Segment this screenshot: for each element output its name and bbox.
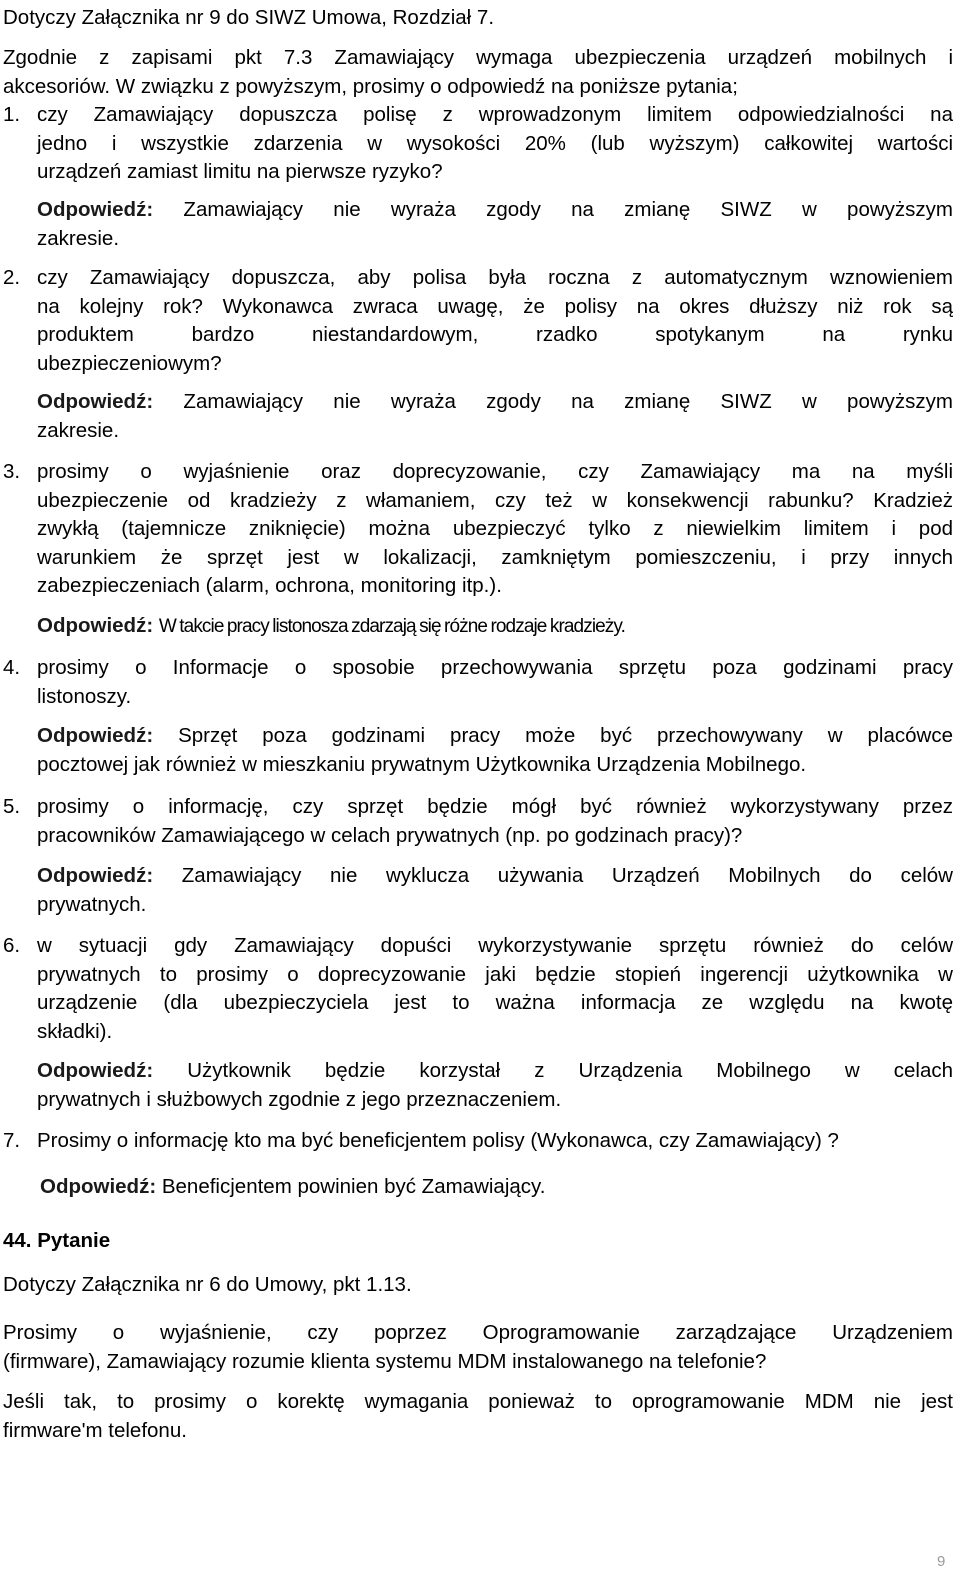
question-number: 7. bbox=[3, 1129, 21, 1152]
document-heading: Dotyczy Załącznika nr 9 do SIWZ Umowa, Rozdział 7. bbox=[3, 6, 495, 29]
question-number: 5. bbox=[3, 795, 21, 818]
answer-label: Odpowiedź: bbox=[37, 614, 154, 637]
page-number: 9 bbox=[937, 1553, 946, 1570]
intro-paragraph: Zgodnie z zapisami pkt 7.3 Zamawiający wymaga ubezpieczenia urządzeń mobilnych i akcesoriów. W związku z powyższym, prosimy o odpowiedź na poniższe pytania; bbox=[3, 46, 953, 98]
question-number: 6. bbox=[3, 934, 21, 957]
answer-text: Odpowiedź: Użytkownik będzie korzystał z Urządzenia Mobilnego w celach prywatnych i służbowych zgodnie z jego przeznaczeniem. bbox=[37, 1059, 953, 1111]
question-text: w sytuacji gdy Zamawiający dopuści wykorzystywanie sprzętu również do celów prywatnych to prosimy o doprecyzowanie jaki będzie stopień ingerencji użytkownika w urządzenie (dla ubezpieczyciela jest to ważna informacja ze względu na kwotę składki). bbox=[37, 934, 953, 1043]
question-number: 1. bbox=[3, 103, 21, 126]
question-text: czy Zamawiający dopuszcza, aby polisa była roczna z automatycznym wznowieniem na kolejny rok? Wykonawca zwraca uwagę, że polisy na okres dłuższy niż rok są produktem bardzo niestandardowym, rzadko spotykanym na rynku ubezpieczeniowym? bbox=[37, 266, 953, 375]
question-text: czy Zamawiający dopuszcza polisę z wprowadzonym limitem odpowiedzialności na jedno i wszystkie zdarzenia w wysokości 20% (lub wyższym) całkowitej wartości urządzeń zamiast limitu na pierwsze ryzyko? bbox=[37, 103, 953, 184]
question-number: 4. bbox=[3, 656, 21, 679]
answer-label: Odpowiedź: bbox=[37, 864, 154, 887]
question-number: 3. bbox=[3, 460, 21, 483]
answer-text: Odpowiedź: W takcie pracy listonosza zdarzają się różne rodzaje kradzieży. bbox=[37, 614, 625, 637]
answer-text: Odpowiedź: Zamawiający nie wyraża zgody na zmianę SIWZ w powyższym zakresie. bbox=[37, 198, 953, 250]
question-text: prosimy o wyjaśnienie oraz doprecyzowanie, czy Zamawiający ma na myśli ubezpieczenie od kradzieży z włamaniem, czy też w konsekwencji rabunku? Kradzież zwykłą (tajemnicze zniknięcie) można ubezpieczyć tylko z niewielkim limitem i pod warunkiem że sprzęt jest w lokalizacji, zamkniętym pomieszczeniu, i przy innych zabezpieczeniach (alarm, ochrona, monitoring itp.). bbox=[37, 460, 953, 598]
question-text: Prosimy o informację kto ma być beneficjentem polisy (Wykonawca, czy Zamawiający) ? bbox=[37, 1129, 839, 1152]
answer-label: Odpowiedź: bbox=[37, 390, 154, 413]
section-title: 44. Pytanie bbox=[3, 1229, 111, 1252]
question-text: prosimy o informację, czy sprzęt będzie mógł być również wykorzystywany przez pracowników Zamawiającego w celach prywatnych (np. po godzinach pracy)? bbox=[37, 795, 953, 847]
question-number: 2. bbox=[3, 266, 21, 289]
answer-text: Odpowiedź: Zamawiający nie wyraża zgody na zmianę SIWZ w powyższym zakresie. bbox=[37, 390, 953, 442]
section-reference: Dotyczy Załącznika nr 6 do Umowy, pkt 1.13. bbox=[3, 1273, 412, 1296]
answer-text: Odpowiedź: Zamawiający nie wyklucza używania Urządzeń Mobilnych do celów prywatnych. bbox=[37, 864, 953, 916]
answer-label: Odpowiedź: bbox=[37, 1059, 154, 1082]
answer-text: Odpowiedź: Sprzęt poza godzinami pracy może być przechowywany w placówce pocztowej jak również w mieszkaniu prywatnym Użytkownika Urządzenia Mobilnego. bbox=[37, 724, 953, 776]
answer-label: Odpowiedź: bbox=[37, 198, 154, 221]
section-paragraph: Prosimy o wyjaśnienie, czy poprzez Oprogramowanie zarządzające Urządzeniem (firmware), Zamawiający rozumie klienta systemu MDM instalowanego na telefonie? bbox=[3, 1321, 953, 1373]
answer-label: Odpowiedź: bbox=[40, 1175, 157, 1198]
question-text: prosimy o Informacje o sposobie przechowywania sprzętu poza godzinami pracy listonoszy. bbox=[37, 656, 953, 708]
section-paragraph: Jeśli tak, to prosimy o korektę wymagania ponieważ to oprogramowanie MDM nie jest firmware'm telefonu. bbox=[3, 1390, 953, 1442]
answer-label: Odpowiedź: bbox=[37, 724, 154, 747]
answer-text: Odpowiedź: Beneficjentem powinien być Zamawiający. bbox=[40, 1175, 546, 1198]
